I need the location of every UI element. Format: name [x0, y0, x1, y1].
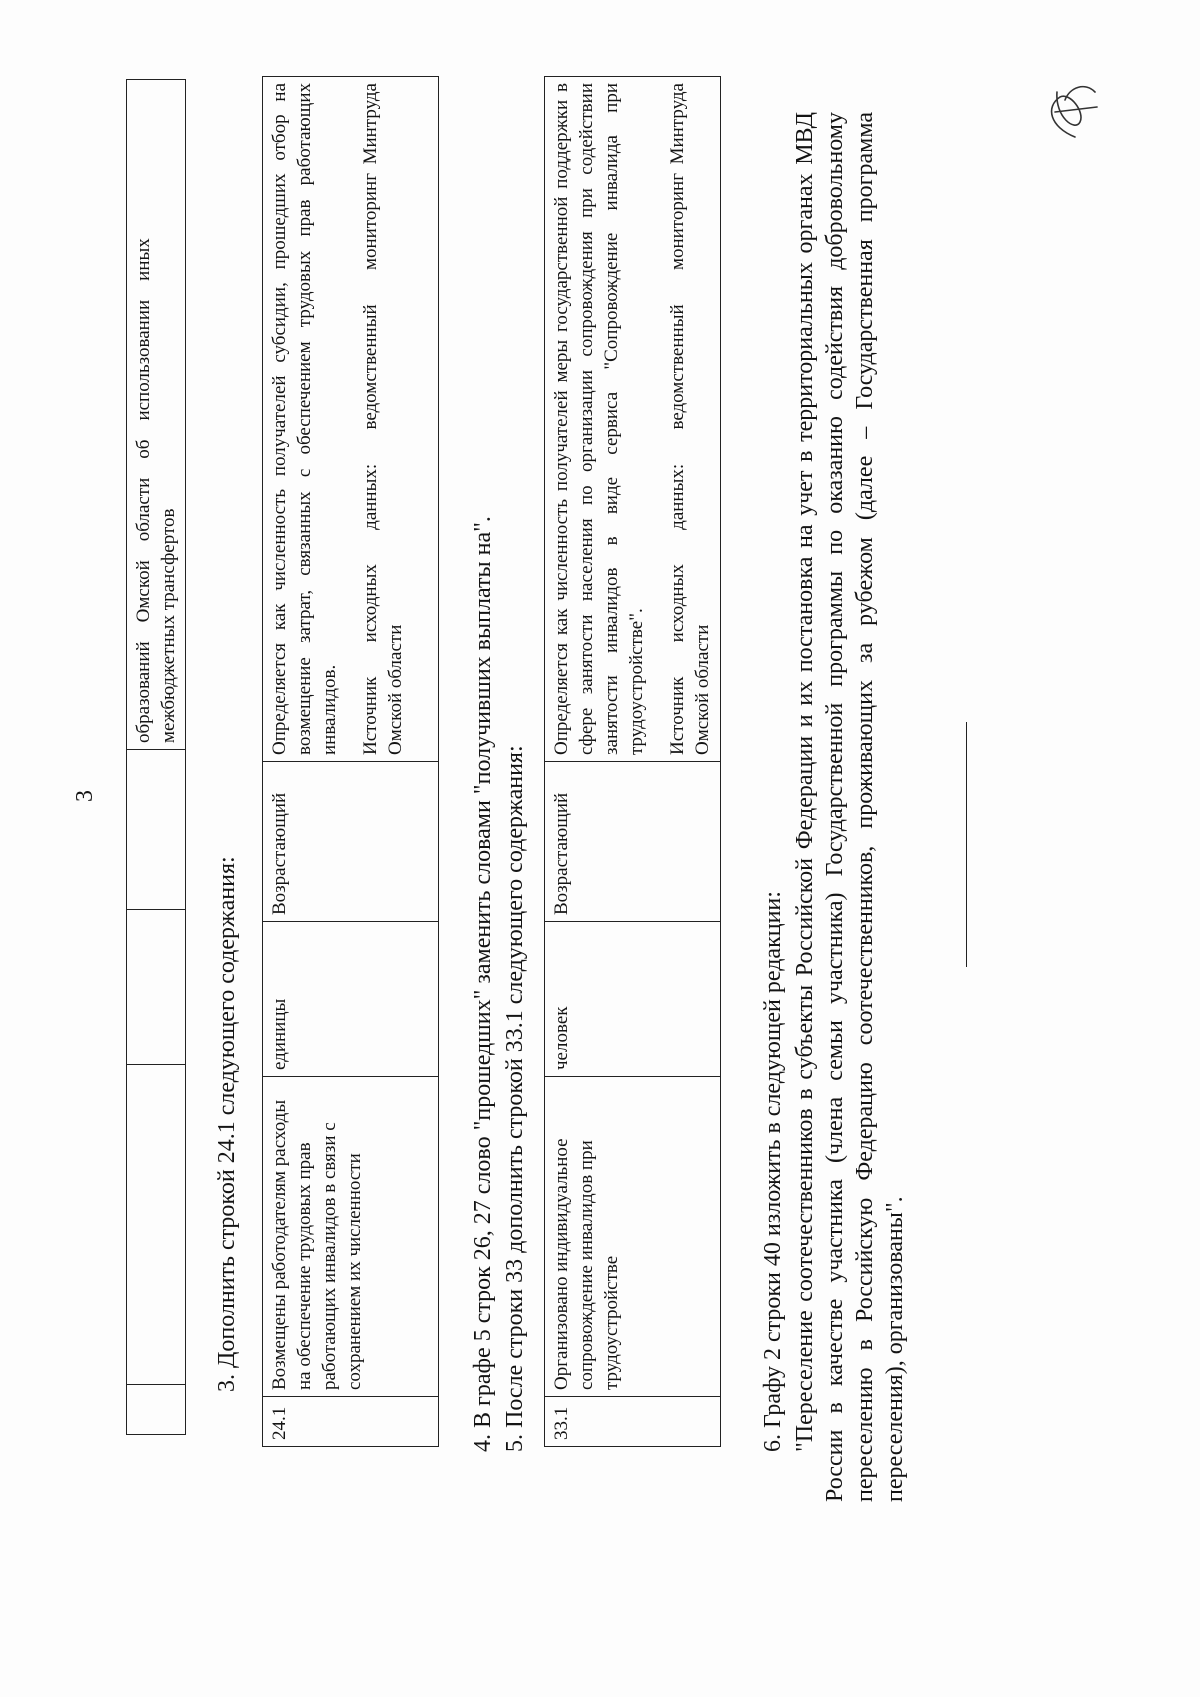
row-unit: человек: [545, 922, 721, 1077]
closing-rule: [966, 722, 967, 967]
item5-heading: 5. После строки 33 дополнить строкой 33.1 следующего содержания:: [502, 745, 528, 1452]
top-table-text-line2: межбюджетных трансфертов: [158, 508, 179, 743]
top-table-cell-number: [127, 1385, 186, 1435]
row-number: 33.1: [545, 1397, 721, 1447]
item3-heading: 3. Дополнить строкой 24.1 следующего содержания:: [214, 856, 240, 1392]
page-number: 3: [72, 790, 98, 802]
row-indicator-name: Возмещены работодателям расходы на обеспечение трудовых прав работающих инвалидов в связи с сохранением их численности: [263, 1077, 439, 1397]
item4-text: 4. В графе 5 строк 26, 27 слово "прошедших" заменить словами "получивших выплаты на".: [470, 516, 496, 1452]
top-table-cell-name: [127, 1065, 186, 1385]
row-method-text: Определяется как численность получателей меры государственной поддержки в сфере занятости населения по организации сопровождения при содействии занятости инвалидов в виде сервиса "Сопровождение инвалида при трудоустройстве".: [551, 83, 647, 755]
row-method: [545, 77, 721, 762]
top-table-cell-trend: [127, 750, 186, 910]
handwritten-initials-mark: [1035, 62, 1115, 152]
row-indicator-name: Организовано индивидуальное сопровождение инвалидов при трудоустройстве: [545, 1077, 721, 1397]
item6-body: "Переселение соотечественников в субъекты Российской Федерации и их постановка на учет в территориальных органах МВД России в качестве участника (члена семьи участника) Государственной программы по оказанию содействия добровольному переселению в Российскую Федерацию соотечественников, проживающих за рубежом (далее – Государственная программа переселения), организованы".: [792, 112, 908, 1502]
top-table-cell-unit: [127, 910, 186, 1065]
top-table-text-line1: образований Омской области об использовании иных: [133, 238, 154, 743]
item6-heading: 6. Графу 2 строки 40 изложить в следующей редакции:: [760, 891, 786, 1452]
row-method: [263, 77, 439, 762]
item5-table: [544, 76, 721, 1447]
row-number: 24.1: [263, 1397, 439, 1447]
row-trend: Возрастающий: [545, 762, 721, 922]
row-trend: Возрастающий: [263, 762, 439, 922]
top-table-cell-method: [127, 80, 186, 750]
row-unit: единицы: [263, 922, 439, 1077]
table-row: [263, 77, 439, 1447]
row-method-text: Определяется как численность получателей субсидии, прошедших отбор на возмещение затрат, связанных с обеспечением трудовых прав работающих инвалидов.: [269, 83, 340, 755]
table-row: [545, 77, 721, 1447]
row-source-text: Источник исходных данных: ведомственный мониторинг Минтруда Омской области: [667, 78, 713, 755]
table-row: [127, 80, 186, 1435]
top-table-continuation: [126, 79, 186, 1435]
item3-table: [262, 76, 439, 1447]
row-source-text: Источник исходных данных: ведомственный мониторинг Минтруда Омской области: [360, 78, 406, 755]
